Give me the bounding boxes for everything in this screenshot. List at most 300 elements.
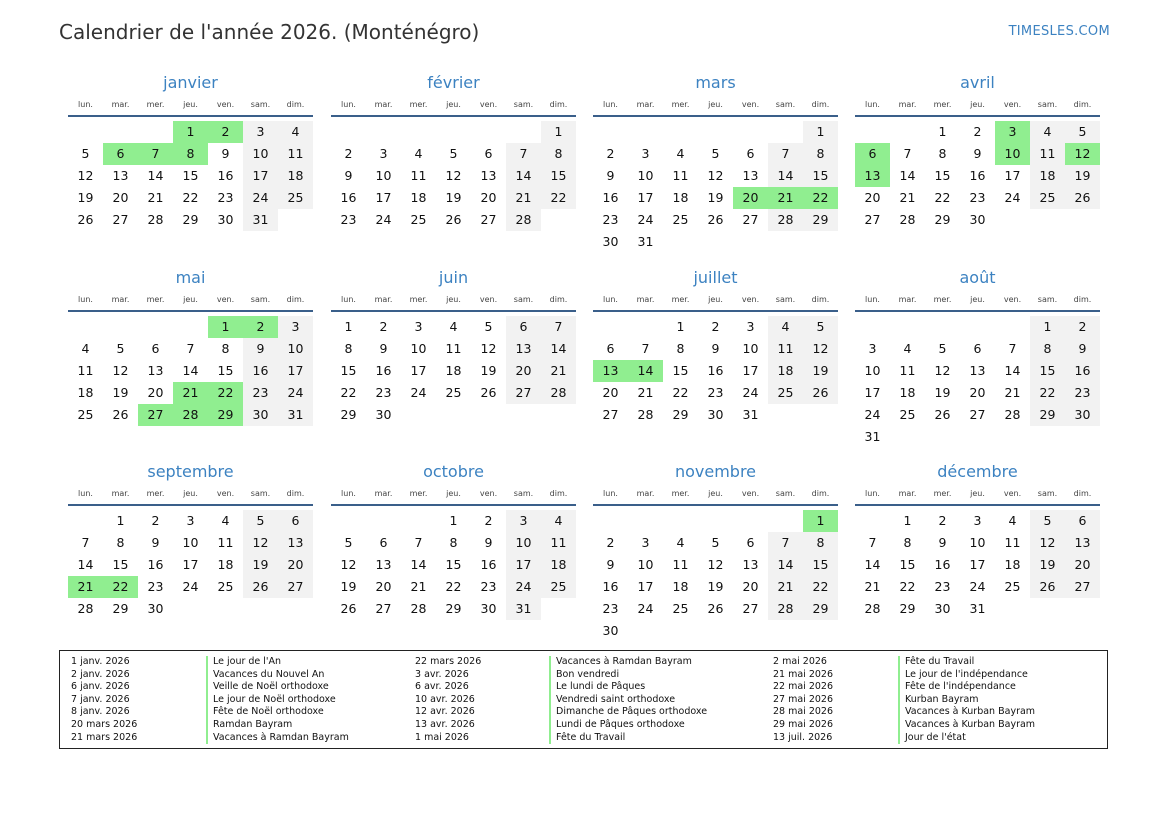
day-cell: 11 — [1004, 535, 1021, 550]
holiday-date: 22 mars 2026 — [415, 656, 482, 667]
weekday-header — [331, 487, 576, 506]
day-cell: 13 — [278, 532, 313, 554]
day-cell: 17 — [278, 360, 313, 382]
day-cell: 7 — [138, 143, 173, 165]
weekday-label: ven. — [479, 489, 498, 498]
day-cell: 12 — [480, 341, 497, 356]
weekday-label: mar. — [111, 295, 130, 304]
month-name: avril — [960, 73, 995, 92]
day-cell: 27 — [602, 407, 619, 422]
day-cell: 17 — [375, 190, 392, 205]
day-cell: 18 — [541, 554, 576, 576]
holiday-name: Lundi de Pâques orthodoxe — [549, 719, 707, 732]
day-cell: 8 — [116, 535, 125, 550]
weekday-label: lun. — [603, 100, 618, 109]
day-cell: 5 — [449, 146, 458, 161]
weekday-label: sam. — [1037, 295, 1058, 304]
weekday-label: ven. — [479, 100, 498, 109]
day-cell: 21 — [637, 385, 654, 400]
day-cell: 24 — [278, 382, 313, 404]
day-cell: 10 — [637, 168, 654, 183]
month-8 — [855, 267, 1100, 452]
holiday-name: Vendredi saint orthodoxe — [549, 694, 707, 707]
day-cell: 10 — [506, 532, 541, 554]
day-cell: 20 — [147, 385, 164, 400]
day-cell: 9 — [243, 338, 278, 360]
day-cell: 7 — [414, 535, 423, 550]
weekday-label: jeu. — [708, 489, 723, 498]
day-cell: 29 — [112, 601, 129, 616]
holiday-name: Vacances du Nouvel An — [206, 669, 349, 682]
day-cell: 19 — [480, 363, 497, 378]
page-title: Calendrier de l'année 2026. (Monténégro) — [59, 20, 480, 44]
day-cell: 4 — [221, 513, 230, 528]
day-cell: 28 — [899, 212, 916, 227]
weekday-label: mar. — [111, 489, 130, 498]
holiday-date: 21 mai 2026 — [773, 668, 834, 680]
day-cell: 11 — [672, 557, 689, 572]
day-cell: 28 — [768, 209, 803, 231]
day-cell: 9 — [938, 535, 947, 550]
day-cell: 3 — [641, 146, 650, 161]
day-cell: 29 — [340, 407, 357, 422]
day-cell: 21 — [410, 579, 427, 594]
holiday-date: 13 avr. 2026 — [415, 718, 475, 730]
weekday-label: mar. — [374, 489, 393, 498]
day-cell: 19 — [707, 190, 724, 205]
day-cell: 20 — [112, 190, 129, 205]
holiday-date: 3 avr. 2026 — [415, 668, 469, 680]
day-grid — [855, 312, 1100, 452]
day-cell: 10 — [410, 341, 427, 356]
day-cell: 6 — [606, 341, 615, 356]
day-cell: 30 — [243, 404, 278, 426]
day-cell: 6 — [379, 535, 388, 550]
day-cell: 1 — [676, 319, 685, 334]
weekday-label: mer. — [671, 489, 690, 498]
weekday-label: jeu. — [446, 295, 461, 304]
day-cell: 23 — [243, 382, 278, 404]
holiday-name: Le jour de Noël orthodoxe — [206, 694, 349, 707]
day-cell: 4 — [278, 121, 313, 143]
day-cell: 17 — [864, 385, 881, 400]
day-cell: 22 — [182, 190, 199, 205]
month-name: mars — [695, 73, 736, 92]
day-cell: 30 — [375, 407, 392, 422]
day-cell: 12 — [803, 338, 838, 360]
day-cell: 24 — [506, 576, 541, 598]
month-1 — [68, 72, 313, 257]
day-cell: 14 — [628, 360, 663, 382]
day-cell: 8 — [803, 532, 838, 554]
day-cell: 23 — [217, 190, 234, 205]
weekday-label: jeu. — [446, 100, 461, 109]
day-cell: 30 — [934, 601, 951, 616]
day-cell: 14 — [147, 168, 164, 183]
day-cell: 25 — [445, 385, 462, 400]
day-cell: 8 — [676, 341, 685, 356]
weekday-label: ven. — [741, 295, 760, 304]
day-cell: 22 — [445, 579, 462, 594]
day-cell: 7 — [506, 143, 541, 165]
day-cell: 16 — [375, 363, 392, 378]
weekday-label: lun. — [341, 295, 356, 304]
day-cell: 9 — [151, 535, 160, 550]
holiday-name: Vacances à Kurban Bayram — [898, 706, 1035, 719]
day-cell: 27 — [278, 576, 313, 598]
day-cell: 15 — [112, 557, 129, 572]
weekday-label: mer. — [409, 489, 428, 498]
day-cell: 28 — [147, 212, 164, 227]
day-grid — [593, 312, 838, 452]
month-12 — [855, 461, 1100, 646]
day-cell: 17 — [243, 165, 278, 187]
holiday-name: Vacances à Ramdan Bayram — [549, 656, 707, 669]
day-cell: 10 — [375, 168, 392, 183]
day-cell: 30 — [480, 601, 497, 616]
day-cell: 16 — [1065, 360, 1100, 382]
day-cell: 15 — [899, 557, 916, 572]
day-cell: 15 — [934, 168, 951, 183]
day-cell: 16 — [340, 190, 357, 205]
day-cell: 14 — [899, 168, 916, 183]
day-cell: 14 — [506, 165, 541, 187]
day-cell: 11 — [1030, 143, 1065, 165]
holiday-date: 27 mai 2026 — [773, 693, 834, 705]
day-cell: 25 — [672, 212, 689, 227]
day-cell: 15 — [541, 165, 576, 187]
day-cell: 23 — [147, 579, 164, 594]
day-cell: 20 — [375, 579, 392, 594]
day-cell: 9 — [484, 535, 493, 550]
day-cell: 12 — [77, 168, 94, 183]
weekday-label: jeu. — [970, 100, 985, 109]
day-cell: 6 — [855, 143, 890, 165]
day-cell: 14 — [410, 557, 427, 572]
weekday-label: jeu. — [708, 100, 723, 109]
weekday-header — [593, 293, 838, 312]
day-cell: 13 — [593, 360, 628, 382]
weekday-label: mar. — [898, 100, 917, 109]
day-cell: 14 — [864, 557, 881, 572]
day-cell: 4 — [1030, 121, 1065, 143]
day-cell: 2 — [938, 513, 947, 528]
day-cell: 30 — [969, 212, 986, 227]
month-name: août — [959, 268, 996, 287]
day-cell: 23 — [602, 212, 619, 227]
day-cell: 10 — [278, 338, 313, 360]
day-cell: 9 — [606, 557, 615, 572]
day-cell: 1 — [903, 513, 912, 528]
day-cell: 22 — [340, 385, 357, 400]
day-cell: 1 — [116, 513, 125, 528]
day-cell: 24 — [637, 212, 654, 227]
day-cell: 4 — [768, 316, 803, 338]
day-cell: 18 — [1030, 165, 1065, 187]
day-cell: 15 — [803, 554, 838, 576]
day-cell: 21 — [506, 187, 541, 209]
day-cell: 27 — [742, 601, 759, 616]
day-cell: 2 — [151, 513, 160, 528]
day-cell: 1 — [344, 319, 353, 334]
day-cell: 19 — [77, 190, 94, 205]
day-cell: 17 — [742, 363, 759, 378]
weekday-label: sam. — [250, 489, 271, 498]
weekday-label: jeu. — [970, 489, 985, 498]
weekday-header — [855, 98, 1100, 117]
day-cell: 11 — [768, 338, 803, 360]
weekday-label: jeu. — [970, 295, 985, 304]
day-cell: 5 — [938, 341, 947, 356]
day-cell: 26 — [934, 407, 951, 422]
holiday-date: 1 janv. 2026 — [71, 656, 130, 667]
day-cell: 6 — [973, 341, 982, 356]
day-cell: 14 — [768, 165, 803, 187]
weekday-label: lun. — [341, 489, 356, 498]
month-name: juin — [438, 268, 469, 287]
day-cell: 24 — [410, 385, 427, 400]
day-cell: 26 — [340, 601, 357, 616]
weekday-label: lun. — [341, 100, 356, 109]
holiday-date: 21 mars 2026 — [71, 731, 138, 743]
day-cell: 3 — [243, 121, 278, 143]
day-cell: 20 — [278, 554, 313, 576]
day-cell: 3 — [414, 319, 423, 334]
month-name: juillet — [693, 268, 738, 287]
day-cell: 18 — [217, 557, 234, 572]
holiday-date: 1 mai 2026 — [415, 731, 469, 743]
day-cell: 7 — [1008, 341, 1017, 356]
day-grid — [593, 506, 838, 646]
weekday-label: dim. — [1073, 100, 1092, 109]
day-cell: 3 — [186, 513, 195, 528]
weekday-label: mar. — [111, 100, 130, 109]
day-cell: 21 — [1004, 385, 1021, 400]
day-cell: 21 — [147, 190, 164, 205]
day-cell: 7 — [768, 532, 803, 554]
weekday-label: mer. — [933, 489, 952, 498]
day-cell: 4 — [414, 146, 423, 161]
day-cell: 5 — [484, 319, 493, 334]
weekday-label: mar. — [374, 100, 393, 109]
day-cell: 16 — [480, 557, 497, 572]
holiday-date: 22 mai 2026 — [773, 681, 834, 693]
day-cell: 3 — [868, 341, 877, 356]
weekday-label: sam. — [775, 489, 796, 498]
day-cell: 10 — [995, 143, 1030, 165]
day-cell: 31 — [506, 598, 541, 620]
day-cell: 22 — [541, 187, 576, 209]
day-cell: 21 — [68, 576, 103, 598]
day-cell: 28 — [541, 382, 576, 404]
day-cell: 8 — [903, 535, 912, 550]
holiday-date: 7 janv. 2026 — [71, 693, 130, 705]
weekday-label: mer. — [146, 489, 165, 498]
weekday-label: lun. — [78, 489, 93, 498]
day-cell: 9 — [606, 168, 615, 183]
day-cell: 6 — [506, 316, 541, 338]
day-cell: 15 — [340, 363, 357, 378]
day-cell: 27 — [112, 212, 129, 227]
day-cell: 5 — [711, 146, 720, 161]
weekday-label: mer. — [146, 100, 165, 109]
weekday-label: mar. — [636, 100, 655, 109]
month-10 — [331, 461, 576, 646]
month-2 — [331, 72, 576, 257]
weekday-label: sam. — [775, 100, 796, 109]
day-cell: 14 — [541, 338, 576, 360]
day-cell: 20 — [733, 187, 768, 209]
day-cell: 1 — [803, 510, 838, 532]
day-cell: 5 — [81, 146, 90, 161]
day-cell: 11 — [410, 168, 427, 183]
day-cell: 31 — [969, 601, 986, 616]
day-cell: 25 — [77, 407, 94, 422]
weekday-header — [68, 487, 313, 506]
day-cell: 26 — [707, 212, 724, 227]
day-cell: 23 — [934, 579, 951, 594]
day-cell: 29 — [672, 407, 689, 422]
day-cell: 1 — [803, 121, 838, 143]
holiday-date: 2 mai 2026 — [773, 656, 827, 667]
holiday-name: Le jour de l'An — [206, 656, 349, 669]
day-cell: 2 — [344, 146, 353, 161]
day-cell: 2 — [379, 319, 388, 334]
day-cell: 19 — [340, 579, 357, 594]
day-cell: 5 — [1065, 121, 1100, 143]
day-cell: 28 — [637, 407, 654, 422]
holiday-name: Fête de Noël orthodoxe — [206, 706, 349, 719]
day-grid — [855, 117, 1100, 257]
day-cell: 8 — [449, 535, 458, 550]
weekday-label: sam. — [775, 295, 796, 304]
day-cell: 2 — [606, 146, 615, 161]
day-cell: 13 — [147, 363, 164, 378]
day-cell: 6 — [1065, 510, 1100, 532]
day-cell: 13 — [855, 165, 890, 187]
holiday-date: 20 mars 2026 — [71, 718, 138, 730]
day-cell: 17 — [410, 363, 427, 378]
legend-names-col — [206, 656, 349, 744]
holiday-name: Dimanche de Pâques orthodoxe — [549, 706, 707, 719]
day-cell: 12 — [1030, 532, 1065, 554]
day-cell: 21 — [768, 187, 803, 209]
day-cell: 8 — [221, 341, 230, 356]
month-3 — [593, 72, 838, 257]
day-cell: 4 — [903, 341, 912, 356]
day-cell: 27 — [969, 407, 986, 422]
weekday-label: dim. — [549, 489, 568, 498]
day-cell: 30 — [147, 601, 164, 616]
day-cell: 1 — [938, 124, 947, 139]
day-cell: 18 — [768, 360, 803, 382]
day-cell: 19 — [1065, 165, 1100, 187]
day-cell: 3 — [995, 121, 1030, 143]
day-cell: 5 — [344, 535, 353, 550]
day-grid — [855, 506, 1100, 646]
day-cell: 27 — [742, 212, 759, 227]
day-cell: 23 — [480, 579, 497, 594]
holiday-name: Bon vendredi — [549, 669, 707, 682]
day-cell: 20 — [480, 190, 497, 205]
day-cell: 28 — [1004, 407, 1021, 422]
weekday-label: sam. — [1037, 489, 1058, 498]
day-cell: 19 — [803, 360, 838, 382]
month-name: décembre — [937, 462, 1018, 481]
day-cell: 19 — [934, 385, 951, 400]
weekday-label: mer. — [933, 100, 952, 109]
day-cell: 12 — [707, 557, 724, 572]
day-cell: 10 — [742, 341, 759, 356]
day-cell: 29 — [803, 209, 838, 231]
day-cell: 25 — [899, 407, 916, 422]
day-cell: 28 — [410, 601, 427, 616]
day-cell: 20 — [969, 385, 986, 400]
day-cell: 1 — [173, 121, 208, 143]
day-cell: 16 — [602, 190, 619, 205]
weekday-label: lun. — [78, 295, 93, 304]
weekday-label: jeu. — [446, 489, 461, 498]
day-cell: 26 — [480, 385, 497, 400]
weekday-label: ven. — [1003, 489, 1022, 498]
day-cell: 8 — [803, 143, 838, 165]
day-cell: 4 — [81, 341, 90, 356]
day-cell: 22 — [899, 579, 916, 594]
day-cell: 20 — [506, 360, 541, 382]
weekday-label: dim. — [549, 295, 568, 304]
day-cell: 19 — [1030, 554, 1065, 576]
holiday-name: Vacances à Kurban Bayram — [898, 719, 1035, 732]
day-cell: 23 — [969, 190, 986, 205]
day-cell: 28 — [768, 598, 803, 620]
weekday-label: sam. — [513, 100, 534, 109]
weekday-header — [331, 293, 576, 312]
legend-dates-col — [415, 656, 481, 744]
day-cell: 30 — [602, 234, 619, 249]
day-cell: 7 — [868, 535, 877, 550]
day-cell: 29 — [899, 601, 916, 616]
brand-logo[interactable]: TIMESLES.COM — [1008, 24, 1110, 39]
day-cell: 6 — [746, 146, 755, 161]
weekday-label: ven. — [216, 295, 235, 304]
day-cell: 25 — [672, 601, 689, 616]
month-name: janvier — [163, 73, 218, 92]
weekday-header — [593, 487, 838, 506]
day-grid — [68, 506, 313, 646]
holiday-date: 12 avr. 2026 — [415, 706, 475, 718]
legend-dates-col — [71, 656, 137, 744]
weekday-header — [68, 98, 313, 117]
day-cell: 17 — [506, 554, 541, 576]
day-cell: 4 — [1008, 513, 1017, 528]
day-cell: 12 — [112, 363, 129, 378]
day-cell: 18 — [672, 190, 689, 205]
day-cell: 14 — [768, 554, 803, 576]
holiday-legend — [59, 650, 1108, 749]
day-cell: 24 — [637, 601, 654, 616]
day-cell: 20 — [602, 385, 619, 400]
day-cell: 25 — [410, 212, 427, 227]
day-cell: 14 — [1004, 363, 1021, 378]
day-cell: 13 — [742, 557, 759, 572]
holiday-name: Fête de l'indépendance — [898, 681, 1035, 694]
day-cell: 19 — [707, 579, 724, 594]
day-cell: 5 — [803, 316, 838, 338]
day-cell: 24 — [742, 385, 759, 400]
day-cell: 17 — [1004, 168, 1021, 183]
holiday-date: 13 juil. 2026 — [773, 731, 833, 743]
day-cell: 14 — [77, 557, 94, 572]
